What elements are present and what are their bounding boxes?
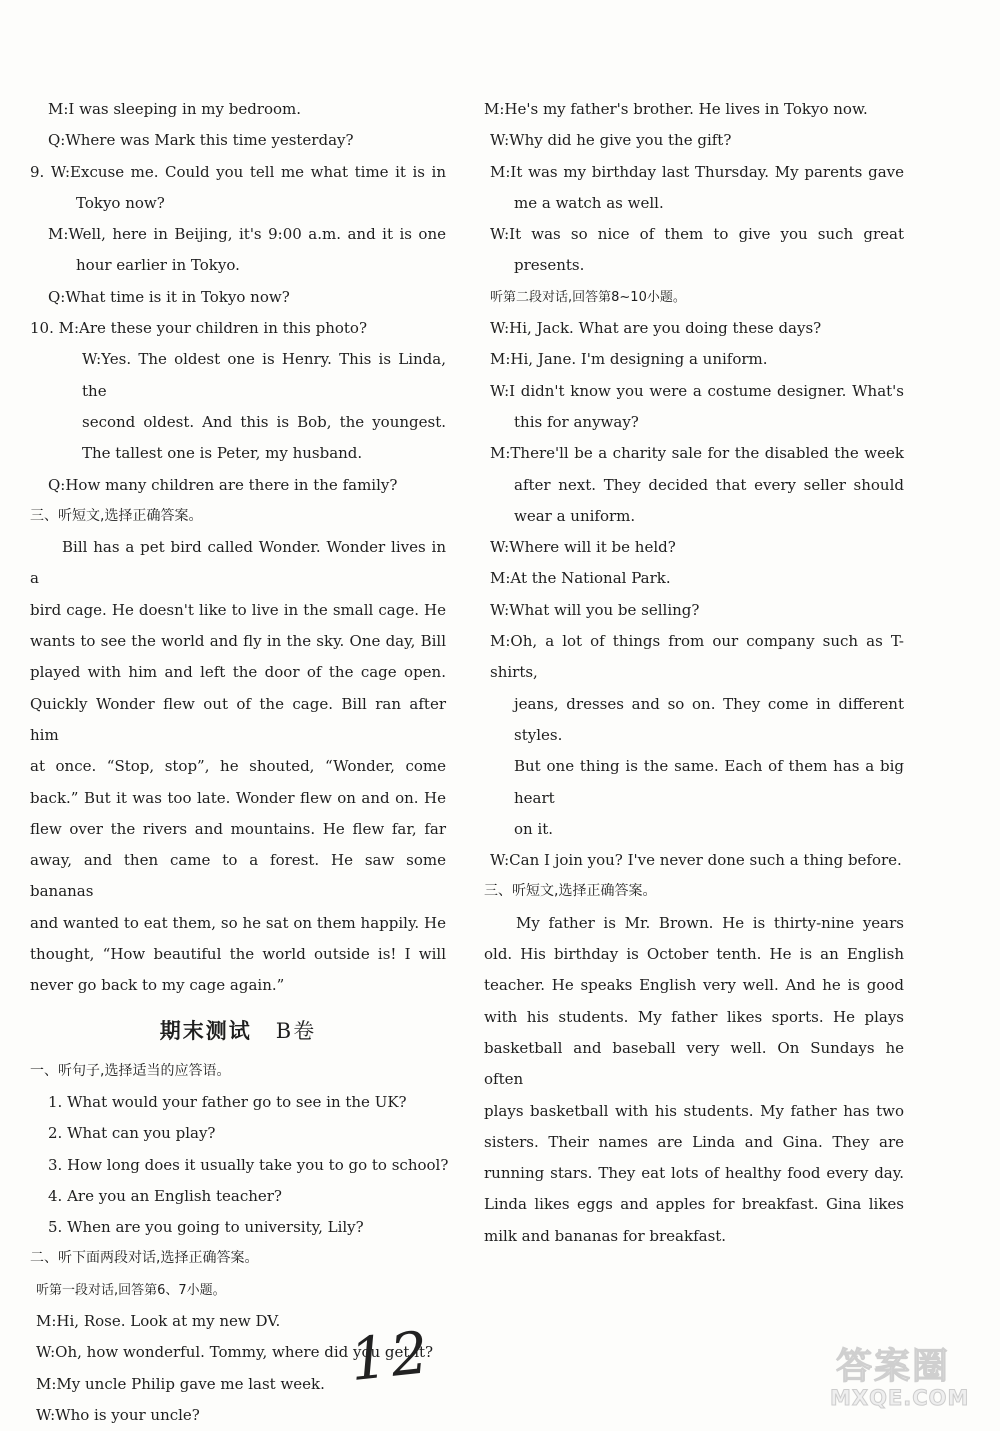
text-line: flew over the rivers and mountains. He flew far, far bbox=[30, 819, 446, 838]
text-line: me a watch as well. bbox=[514, 193, 664, 212]
text-line: played with him and left the door of the cage open. bbox=[30, 663, 446, 682]
text-line: M:Well, here in Beijing, it's 9:00 a.m. and it is one bbox=[48, 225, 446, 244]
text-line: old. His birthday is October tenth. He is an English bbox=[484, 945, 904, 964]
text-line: 9. W:Excuse me. Could you tell me what time it is in bbox=[30, 162, 446, 181]
text-line: 1. What would your father go to see in the UK? bbox=[48, 1092, 407, 1111]
text-line: 一、听句子,选择适当的应答语。 bbox=[30, 1062, 231, 1079]
text-line: this for anyway? bbox=[514, 412, 639, 431]
text-line: second oldest. And this is Bob, the youngest. bbox=[82, 412, 446, 431]
text-line: teacher. He speaks English very well. And he is good bbox=[484, 976, 904, 995]
text-line: W:It was so nice of them to give you such great bbox=[490, 225, 904, 244]
text-line: Q:What time is it in Tokyo now? bbox=[48, 287, 290, 306]
text-line: with his students. My father likes sports. He plays bbox=[484, 1007, 904, 1026]
text-line: basketball and baseball very well. On Sundays he often bbox=[484, 1038, 904, 1089]
text-line: presents. bbox=[514, 256, 585, 275]
test-title-version: B卷 bbox=[275, 1018, 317, 1043]
watermark bbox=[830, 1338, 990, 1418]
text-line: 2. What can you play? bbox=[48, 1124, 216, 1143]
text-line: 三、听短文,选择正确答案。 bbox=[484, 883, 657, 900]
text-line: M:It was my birthday last Thursday. My parents gave bbox=[490, 162, 904, 181]
text-line: M:Hi, Jane. I'm designing a uniform. bbox=[490, 350, 768, 369]
watermark-logo: 答案圈 bbox=[836, 1346, 951, 1387]
text-line: 4. Are you an English teacher? bbox=[48, 1186, 282, 1205]
text-line: M:Hi, Rose. Look at my new DV. bbox=[36, 1311, 281, 1330]
text-line: M:At the National Park. bbox=[490, 569, 671, 588]
text-line: bird cage. He doesn't like to live in the small cage. He bbox=[30, 600, 446, 619]
text-line: M:My uncle Philip gave me last week. bbox=[36, 1374, 325, 1393]
text-line: W:Can I join you? I've never done such a thing before. bbox=[490, 851, 902, 870]
text-line: on it. bbox=[514, 819, 554, 838]
text-line: My father is Mr. Brown. He is thirty-nine years bbox=[516, 913, 904, 932]
text-line: Q:Where was Mark this time yesterday? bbox=[48, 131, 354, 150]
text-line: Quickly Wonder flew out of the cage. Bill ran after him bbox=[30, 694, 446, 744]
text-line: back.” But it was too late. Wonder flew on and on. He bbox=[30, 788, 446, 807]
text-line: M:There'll be a charity sale for the disabled the week bbox=[490, 444, 904, 463]
left-column bbox=[30, 94, 449, 1431]
text-line: M:I was sleeping in my bedroom. bbox=[48, 100, 302, 118]
text-line: running stars. They eat lots of healthy food every day. bbox=[484, 1164, 904, 1183]
text-line: W:Who is your uncle? bbox=[36, 1405, 200, 1424]
text-line: W:I didn't know you were a costume designer. What's bbox=[490, 381, 904, 400]
text-line: 听第一段对话,回答第6、7小题。 bbox=[36, 1282, 226, 1298]
text-line: Bill has a pet bird called Wonder. Wonder lives in a bbox=[30, 538, 446, 588]
text-line: 二、听下面两段对话,选择正确答案。 bbox=[30, 1250, 259, 1267]
text-line: 10. M:Are these your children in this photo? bbox=[30, 319, 368, 338]
text-line: W:Oh, how wonderful. Tommy, where did you get it? bbox=[36, 1343, 434, 1362]
text-line: Tokyo now? bbox=[76, 193, 165, 212]
text-line: and wanted to eat them, so he sat on them happily. He bbox=[30, 913, 446, 932]
text-line: never go back to my cage again.” bbox=[30, 976, 285, 995]
text-line: Q:How many children are there in the family? bbox=[48, 475, 398, 494]
text-line: W:What will you be selling? bbox=[490, 600, 700, 619]
text-line: W:Yes. The oldest one is Henry. This is Linda, the bbox=[82, 350, 446, 400]
text-line: at once. “Stop, stop”, he shouted, “Wonder, come bbox=[30, 757, 446, 776]
text-line: W:Where will it be held? bbox=[490, 538, 676, 557]
text-line: The tallest one is Peter, my husband. bbox=[82, 444, 363, 463]
test-title-main: 期末测试 bbox=[159, 1018, 252, 1043]
test-title bbox=[30, 1002, 446, 1056]
text-line: sisters. Their names are Linda and Gina. They are bbox=[484, 1132, 904, 1151]
text-line: plays basketball with his students. My father has two bbox=[484, 1101, 904, 1120]
text-line: thought, “How beautiful the world outside is! I will bbox=[30, 945, 446, 964]
text-line: 3. How long does it usually take you to go to school? bbox=[48, 1155, 449, 1174]
left-part-a bbox=[30, 94, 446, 1002]
text-line: Linda likes eggs and apples for breakfast. Gina likes bbox=[484, 1195, 904, 1214]
text-line: away, and then came to a forest. He saw some bananas bbox=[30, 851, 446, 901]
text-line: M:Oh, a lot of things from our company such as T-shirts, bbox=[490, 632, 904, 682]
text-line: 5. When are you going to university, Lily? bbox=[48, 1218, 364, 1237]
text-line: W:Hi, Jack. What are you doing these days? bbox=[490, 319, 822, 338]
text-line: 三、听短文,选择正确答案。 bbox=[30, 507, 203, 524]
text-line: wear a uniform. bbox=[514, 506, 636, 525]
right-column bbox=[484, 94, 904, 1252]
text-line: W:Why did he give you the gift? bbox=[490, 131, 732, 150]
watermark-url: MXQE.COM bbox=[830, 1386, 970, 1410]
text-line: hour earlier in Tokyo. bbox=[76, 256, 240, 275]
text-line: milk and bananas for breakfast. bbox=[484, 1226, 727, 1245]
text-line: after next. They decided that every seller should bbox=[514, 475, 904, 494]
text-line: wants to see the world and fly in the sky. One day, Bill bbox=[30, 632, 446, 651]
text-line: jeans, dresses and so on. They come in different styles. bbox=[514, 694, 904, 744]
text-line: 听第二段对话,回答第8~10小题。 bbox=[490, 289, 686, 305]
handwritten-page-number: 12 bbox=[346, 1317, 436, 1395]
text-line: M:He's my father's brother. He lives in Tokyo now. bbox=[484, 100, 868, 118]
text-line: But one thing is the same. Each of them has a big heart bbox=[514, 757, 904, 807]
